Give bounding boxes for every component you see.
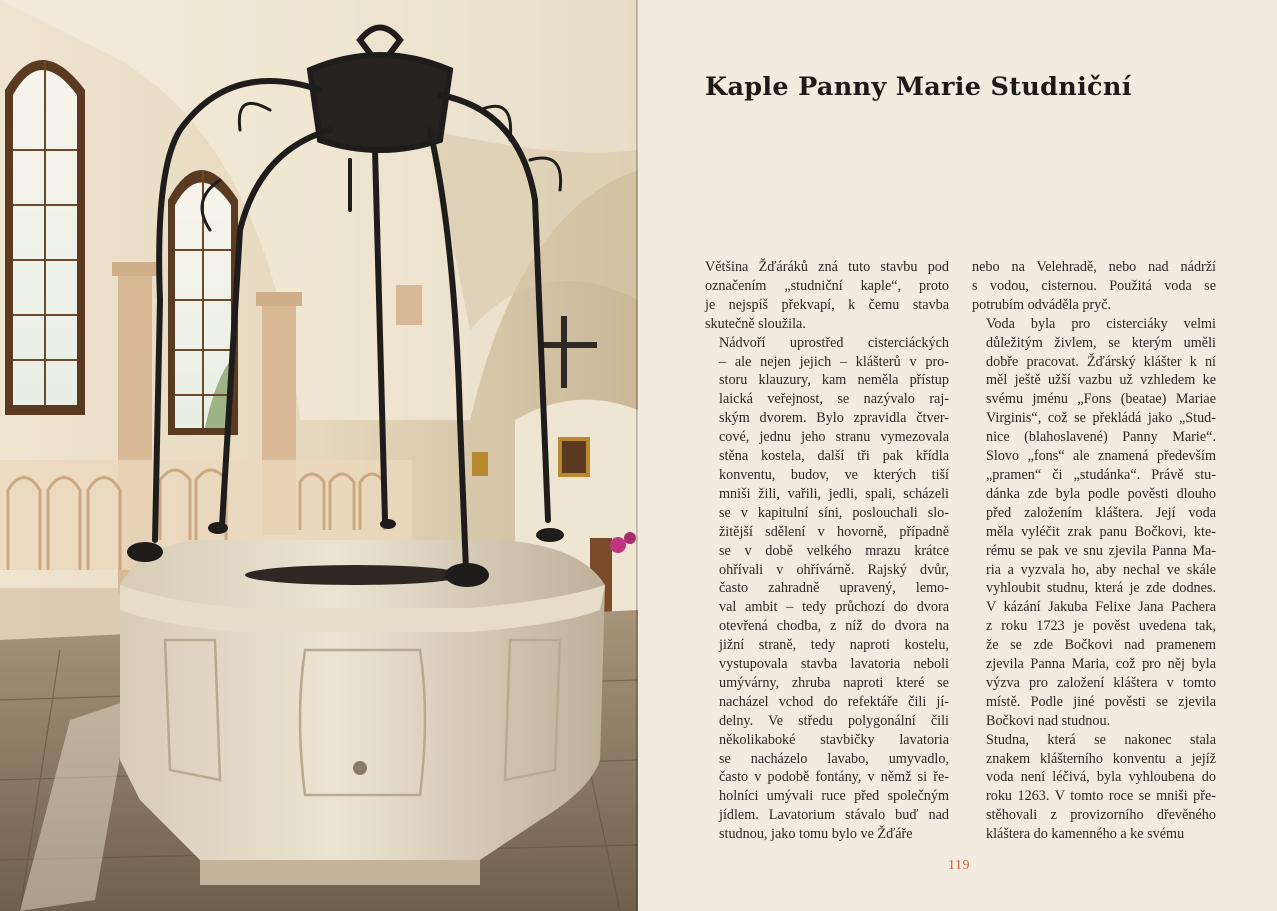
text-line: vyhloubit studnu, která je zde dodnes.: [986, 580, 1216, 597]
text-line: je nejspíš překvapí, k čemu stavba: [705, 296, 949, 313]
text-line: jídlem. Lavatorium stávalo buď nad: [719, 807, 949, 824]
text-line: výzva pro založení kláštera v tomto: [986, 674, 1216, 691]
text-line: Virginis“, což se překládá jako „Stud-: [986, 410, 1216, 427]
text-line: místě. Podle jiné pověsti se zjevila: [986, 693, 1216, 710]
text-line: V kázání Jakuba Felixe Jana Pachera: [986, 599, 1216, 616]
text-line: nice (blahoslavené) Panny Marie“.: [986, 429, 1216, 446]
text-line: Bočkovi nad studnou.: [986, 712, 1111, 729]
text-line: často zahradně upravený, lemo-: [719, 580, 949, 597]
text-line: cové, jednu jeho stranu vymezovala: [719, 429, 949, 446]
text-line: měla vyléčit zrak panu Bočkovi, kte-: [986, 523, 1216, 540]
text-line: před založením kláštera. Její voda: [986, 504, 1216, 521]
text-line: voda není léčivá, byla vyhloubena do: [986, 769, 1216, 786]
text-line: důležitým živlem, se kterým uměli: [986, 334, 1216, 351]
text-line: delny. Ve středu polygonální čili: [719, 712, 949, 729]
text-line: skutečně sloužila.: [705, 315, 806, 332]
text-line: konventu, budov, ve kterých tiší: [719, 466, 949, 483]
text-line: Studna, která se nakonec stala: [986, 731, 1216, 748]
text-line: z roku 1723 je pověst uvedena tak,: [986, 618, 1216, 635]
text-line: svému jménu „Fons (beatae) Mariae: [986, 391, 1216, 408]
text-line: stěna kostela, další tři pak křídla: [719, 448, 949, 465]
text-line: nebo na Velehradě, nebo nad nádrží: [972, 259, 1216, 275]
text-line: dobře pracovat. Žďárský klášter k ní: [986, 353, 1216, 370]
text-line: se v době velkého mrazu krátce: [719, 542, 949, 559]
text-line: potrubím odváděla pryč.: [972, 296, 1112, 313]
text-line: ria a vyzvala ho, aby nechal ve skále: [986, 561, 1216, 578]
text-line: ohřívali v ohřívárně. Rajský dvůr,: [719, 561, 949, 578]
left-window: [5, 60, 85, 415]
text-column-left: [705, 258, 949, 844]
text-line: umývárny, zhruba naproti které se: [719, 674, 949, 691]
text-line: ským dvorem. Bylo zpravidla čtver-: [719, 410, 949, 427]
text-line: s vodou, cisternou. Použitá voda se: [972, 277, 1216, 294]
text-line: žitější sdělení v hovorně, případně: [719, 523, 949, 540]
page-number: 119: [948, 858, 970, 873]
text-line: se v kapitulní síni, poslouchali slo-: [719, 504, 949, 521]
text-line: „pramen“ či „studánka“. Právě stu-: [986, 466, 1216, 483]
text-line: mniši žili, vařili, jedli, spali, scházeli: [719, 485, 949, 502]
paragraph: [972, 731, 1216, 844]
text-line: zjevila Panna Maria, což pro něj byla: [986, 656, 1216, 673]
text-line: se nacházelo lavabo, umyvadlo,: [719, 750, 949, 767]
paragraph: [705, 334, 949, 844]
text-line: znakem klášterního konventu a jejíž: [986, 750, 1216, 767]
text-line: vystupovala stavba lavatoria neboli: [719, 656, 949, 673]
text-line: označením „studniční kaple“, proto: [705, 277, 949, 294]
text-page: [638, 0, 1277, 911]
text-line: Voda byla pro cisterciáky velmi: [986, 315, 1216, 332]
text-line: Slovo „fons“ ale znamená především: [986, 448, 1216, 465]
text-line: dánka zde byla podle pověsti dlouho: [986, 485, 1216, 502]
text-line: jižní straně, tedy naproti kostelu,: [719, 637, 949, 654]
text-line: laická veřejnost, se nazývalo raj-: [719, 391, 949, 408]
text-line: roku 1263. V tomto roce se mniši pře-: [986, 788, 1216, 805]
paragraph: [972, 258, 1216, 315]
text-line: často v podobě fontány, v němž si ře-: [719, 769, 949, 786]
text-line: storu klauzury, kam neměla přístup: [719, 372, 949, 389]
text-line: val ambit – tedy průchozí do dvora: [719, 599, 949, 616]
text-column-right: [972, 258, 1216, 844]
text-line: že se zde Bočkovi nad pramenem: [986, 637, 1216, 654]
text-line: holníci umývali ruce před společným: [719, 788, 949, 805]
text-line: otevřená chodba, z níž do dvora na: [719, 618, 949, 635]
text-line: několikaboké stavbičky lavatoria: [719, 731, 949, 748]
text-line: – ale nejen jejich – klášterů v pro-: [719, 353, 949, 370]
page-title: Kaple Panny Marie Studniční: [705, 72, 1132, 102]
text-line: stěhovali z provizorního dřevěného: [986, 807, 1216, 824]
text-line: měl ještě užší vazbu už vzhledem ke: [986, 372, 1216, 389]
paragraph: [972, 315, 1216, 731]
flowers: [610, 537, 626, 553]
text-line: nacházel vchod do refektáře čili jí-: [719, 693, 949, 710]
icon-painting-left: [472, 452, 488, 476]
paragraph: [705, 258, 949, 334]
text-line: rému se pak ve snu zjevila Panna Ma-: [986, 542, 1216, 559]
text-line: kláštera do kamenného a ke svému: [986, 826, 1185, 843]
text-line: Většina Žďáráků zná tuto stavbu pod: [705, 259, 949, 275]
text-line: Nádvoří uprostřed cisterciáckých: [719, 334, 949, 351]
well-chapel-photo: [0, 0, 638, 911]
text-line: studnou, jako tomu bylo ve Žďáře: [719, 826, 913, 843]
